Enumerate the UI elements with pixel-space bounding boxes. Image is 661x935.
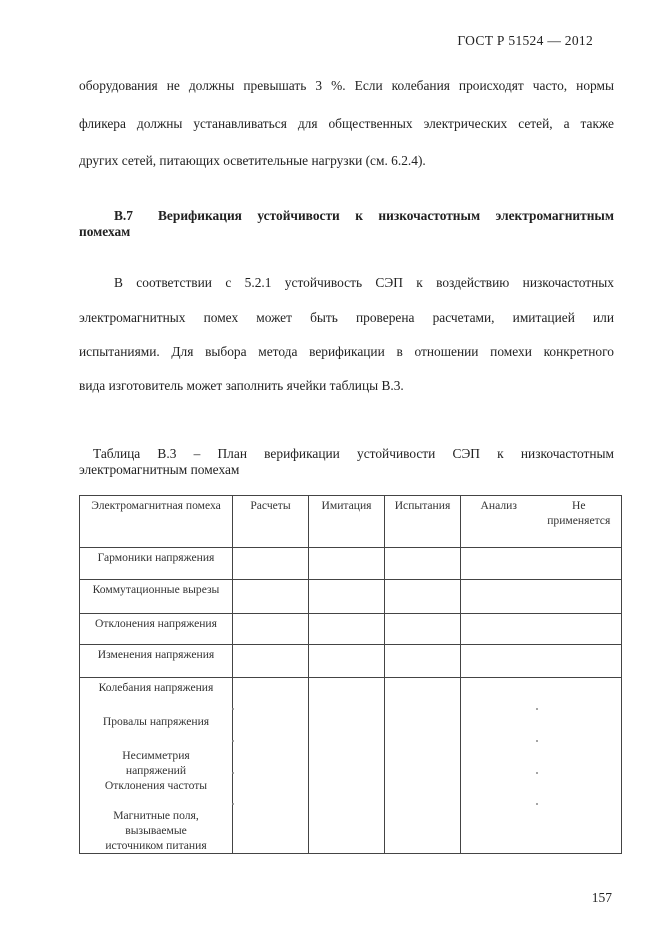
header-cell: Имитация bbox=[309, 496, 385, 548]
paragraph-line: фликера должны устанавливаться для общественных электрических сетей, а также bbox=[79, 116, 614, 131]
row-label: Отклонения напряжения bbox=[80, 614, 233, 645]
scan-dot bbox=[232, 803, 234, 805]
table-row bbox=[80, 614, 622, 645]
table-row bbox=[80, 645, 622, 678]
table-row-group bbox=[80, 678, 622, 854]
paragraph-line: испытаниями. Для выбора метода верификации в отношении помехи конкретного bbox=[79, 344, 614, 359]
row-label: Магнитные поля, вызываемые источником питания bbox=[105, 809, 207, 852]
scan-dot bbox=[536, 772, 538, 774]
header-cell: Испытания bbox=[385, 496, 461, 548]
verification-plan-table bbox=[79, 495, 622, 854]
scan-dot bbox=[232, 740, 234, 742]
paragraph-line: вида изготовитель может заполнить ячейки таблицы В.3. bbox=[79, 378, 404, 393]
row-label: Коммутационные вырезы bbox=[80, 580, 233, 614]
row-label: Отклонения частоты bbox=[104, 779, 208, 792]
scan-dot bbox=[232, 772, 234, 774]
section-number: В.7 bbox=[114, 208, 133, 223]
table-header-row bbox=[80, 496, 622, 548]
page-number: 157 bbox=[591, 890, 612, 905]
header-cell: Не применяется bbox=[537, 496, 622, 548]
row-label: Гармоники напряжения bbox=[80, 548, 233, 580]
table-row bbox=[80, 548, 622, 580]
section-title: Верификация устойчивости к низкочастотным электромагнитным bbox=[158, 208, 614, 223]
paragraph-line: оборудования не должны превышать 3 %. Если колебания происходят часто, нормы bbox=[79, 78, 614, 93]
table-caption: Таблица В.3 – План верификации устойчивости СЭП к низкочастотным bbox=[93, 446, 614, 461]
scan-dot bbox=[536, 740, 538, 742]
header-cell: Электромагнитная помеха bbox=[80, 496, 233, 548]
paragraph-line: В соответствии с 5.2.1 устойчивость СЭП к воздействию низкочастотных bbox=[114, 275, 614, 290]
row-label: Изменения напряжения bbox=[80, 645, 233, 678]
scan-dot bbox=[536, 708, 538, 710]
table-caption-continued: электромагнитным помехам bbox=[79, 462, 240, 477]
row-label: Несимметрия напряжений bbox=[122, 749, 190, 777]
scan-dot bbox=[232, 708, 234, 710]
header-cell: Расчеты bbox=[233, 496, 309, 548]
header-cell: Анализ bbox=[461, 496, 537, 548]
scan-dot bbox=[536, 803, 538, 805]
table-row bbox=[80, 580, 622, 614]
paragraph-line: электромагнитных помех может быть проверена расчетами, имитацией или bbox=[79, 310, 614, 325]
paragraph-line: других сетей, питающих осветительные нагрузки (см. 6.2.4). bbox=[79, 153, 426, 168]
row-label: Колебания напряжения bbox=[98, 681, 214, 694]
document-header: ГОСТ Р 51524 — 2012 bbox=[457, 33, 593, 48]
row-label: Провалы напряжения bbox=[102, 715, 210, 728]
section-title-continued: помехам bbox=[79, 224, 131, 239]
